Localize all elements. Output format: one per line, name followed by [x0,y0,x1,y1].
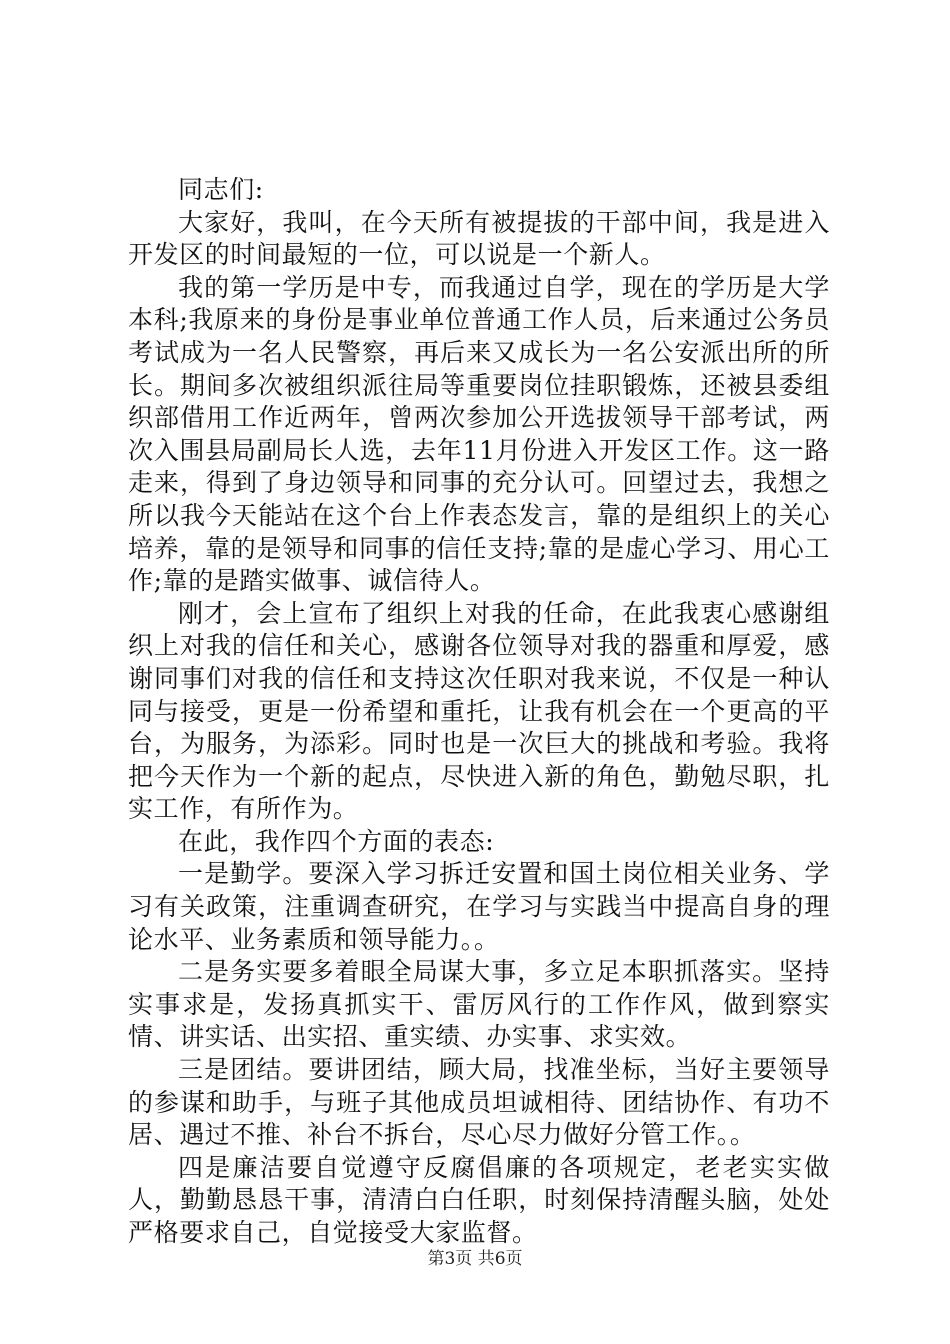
paragraph-introduction: 大家好，我叫，在今天所有被提拔的干部中间，我是进入开发区的时间最短的一位，可以说是一个新人。 [128,207,830,270]
salutation: 同志们: [178,175,264,204]
paragraph-pledge-unity: 三是团结。要讲团结，顾大局，找准坐标，当好主要领导的参谋和助手，与班子其他成员坦诚相待、团结协作、有功不居、遇过不推、补台不拆台，尽心尽力做好分管工作。。 [128,1055,830,1150]
paragraph-background: 我的第一学历是中专，而我通过自学，现在的学历是大学本科;我原来的身份是事业单位普通工作人员，后来通过公务员考试成为一名人民警察，再后来又成长为一名公安派出所的所长。期间多次被组织派往局等重要岗位挂职锻炼，还被县委组织部借用工作近两年，曾两次参加公开选拔领导干部考试，两次入围县局副局长人选，去年11月份进入开发区工作。这一路走来，得到了身边领导和同事的充分认可。回望过去，我想之所以我今天能站在这个台上作表态发言，靠的是组织上的关心培养，靠的是领导和同事的信任支持;靠的是虚心学习、用心工作;靠的是踏实做事、诚信待人。 [128,272,830,596]
document-body [128,174,830,1250]
paragraph-pledge-pragmatic: 二是务实要多着眼全局谋大事，多立足本职抓落实。坚持实事求是，发扬真抓实干、雷厉风行的工作作风，做到察实情、讲实话、出实招、重实绩、办实事、求实效。 [128,957,830,1052]
paragraph-pledge-study: 一是勤学。要深入学习拆迁安置和国土岗位相关业务、学习有关政策，注重调查研究，在学习与实践当中提高自身的理论水平、业务素质和领导能力。。 [128,859,830,954]
paragraph-gratitude: 刚才，会上宣布了组织上对我的任命，在此我衷心感谢组织上对我的信任和关心，感谢各位领导对我的器重和厚爱，感谢同事们对我的信任和支持这次任职对我来说，不仅是一种认同与接受，更是一份希望和重托，让我有机会在一个更高的平台，为服务，为添彩。同时也是一次巨大的挑战和考验。我将把今天作为一个新的起点，尽快进入新的角色，勤勉尽职，扎实工作，有所作为。 [128,598,830,824]
page-number-footer: 第3页 共6页 [427,1249,523,1269]
paragraph-pledge-integrity: 四是廉洁要自觉遵守反腐倡廉的各项规定，老老实实做人，勤勤恳恳干事，清清白白任职，时刻保持清醒头脑，处处严格要求自己，自觉接受大家监督。 [128,1152,830,1247]
paragraph-pledge-intro: 在此，我作四个方面的表态: [178,826,495,856]
